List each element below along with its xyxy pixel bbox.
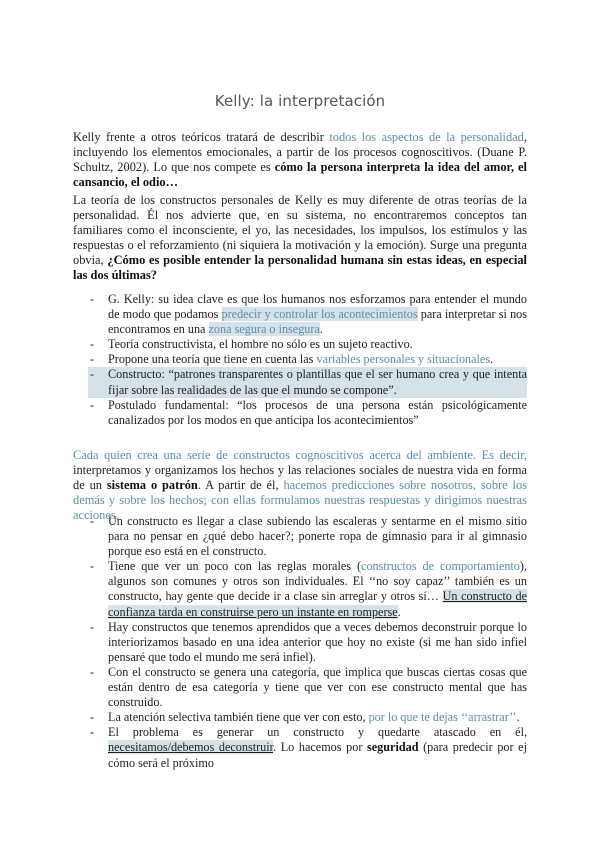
text: .	[397, 604, 401, 619]
list-item	[88, 559, 527, 619]
text: .	[516, 710, 520, 725]
bold-phrase: seguridad	[367, 740, 419, 755]
theory-paragraph	[73, 193, 527, 284]
highlighted-phrase: constructos de comportamiento	[361, 559, 520, 574]
highlighted-phrase: zona segura o insegura	[208, 322, 320, 337]
list-item	[88, 710, 527, 725]
bold-phrase: cómo la persona interpreta la idea del amor, el cansancio, el odio…	[73, 160, 527, 190]
list-item: - Teoría constructivista, el hombre no sólo es un sujeto reactivo.	[88, 337, 527, 352]
bold-phrase: sistema o patrón	[106, 478, 198, 493]
text: El problema es generar un constructo y quedarte atascado en él,	[108, 725, 527, 740]
list-item	[88, 352, 527, 367]
text: . A partir de él,	[197, 478, 284, 493]
list-item: - Hay constructos que tenemos aprendidos que a veces debemos deconstruir porque lo interiorizamos basado en una idea anterior que hoy no existe (si me han sido infiel pensaré que todo el mundo me será infiel).	[88, 620, 527, 665]
text: ), algunos son comunes y otros son individuales. El ‘‘no soy capaz’’ también es un constructo, hay gente que decide ir a clase sin arreglar y otros sí…	[108, 559, 528, 604]
text: para interpretar si nos encontramos en una	[108, 307, 527, 337]
text: .	[319, 322, 323, 337]
text: La teoría de los constructos personales de Kelly es muy diferente de otras teorías de la personalidad. Él nos advierte que, en su sistema, no encontraremos conceptos tan familiares como el inconsciente, el yo, las necesidades, los impulsos, los estímulos y las respuestas o el reforzamiento (ni siquiera la motivación y la emoción). Surge una pregunta obvia,	[73, 193, 527, 268]
highlighted-phrase: por lo que te dejas ‘‘arrastrar’’	[368, 710, 517, 725]
highlighted-phrase: Cada quien crea una serie de constructos cognoscitivos acerca del ambiente	[73, 448, 473, 462]
intro-paragraph	[73, 130, 527, 190]
text: G. Kelly: su idea clave es que los humanos nos esforzamos para entender el mundo de modo que podamos	[108, 292, 527, 322]
constructs-paragraph	[73, 448, 527, 523]
list-item: - Constructo: “patrones transparentes o plantillas que el ser humano crea y que intenta fijar sobre las realidades de las que el mundo se compone”.	[88, 367, 527, 397]
examples-list	[88, 514, 527, 771]
list-item	[88, 725, 527, 770]
list-item	[88, 292, 527, 337]
page-title: Kelly: la interpretación	[214, 92, 386, 110]
text: .	[490, 352, 494, 367]
key-ideas-list	[88, 292, 527, 428]
list-item: - Un constructo es llegar a clase subiendo las escaleras y sentarme en el mismo sitio para no pensar en ¿qué debo hacer?; ponerte ropa de gimnasio para ir al gimnasio porque eso está en el constructo.	[88, 514, 527, 559]
underlined-phrase: Un constructo de confianza tarda en construirse pero un instante en romperse	[108, 589, 527, 619]
text: Tiene que ver un poco con las reglas morales (	[108, 559, 362, 574]
highlighted-phrase: predecir y controlar los acontecimientos	[221, 307, 418, 322]
highlighted-phrase: hacemos predicciones sobre nosotros, sobre los demás y sobre los hechos; con ellas formulamos nuestras respuestas y dirigimos nuestras acciones.	[73, 478, 528, 523]
text: . Lo hacemos por	[273, 740, 368, 755]
highlighted-phrase: variables personales y situacionales	[316, 352, 491, 367]
underlined-phrase: necesitamos/debemos deconstruir	[108, 740, 274, 755]
bold-question: ¿Cómo es posible entender la personalidad humana sin estas ideas, en especial las dos últimas?	[73, 253, 527, 283]
text: Kelly frente a otros teóricos tratará de describir	[73, 130, 330, 144]
text: (para predecir por ej cómo será el próximo	[108, 740, 527, 770]
list-item: - Postulado fundamental: “los procesos de una persona están psicológicamente canalizados por los modos en que anticipa los acontecimientos”	[88, 398, 527, 428]
text: La atención selectiva también tiene que ver con esto,	[108, 710, 369, 725]
highlighted-phrase: todos los aspectos de la personalidad	[329, 130, 524, 144]
text: Propone una teoría que tiene en cuenta las	[108, 352, 317, 367]
list-item: - Con el constructo se genera una categoría, que implica que buscas ciertas cosas que están dentro de esa categoría y tiene que ver con ese constructo mental que has construido.	[88, 665, 527, 710]
highlighted-phrase: . Es decir,	[472, 448, 527, 462]
text: , incluyendo los elementos emocionales, a partir de los procesos cognoscitivos. (Duane P. Schultz, 2002). Lo que nos compete es	[73, 130, 527, 175]
text: interpretamos y organizamos los hechos y las relaciones sociales de nuestra vida en forma de un	[73, 463, 527, 493]
